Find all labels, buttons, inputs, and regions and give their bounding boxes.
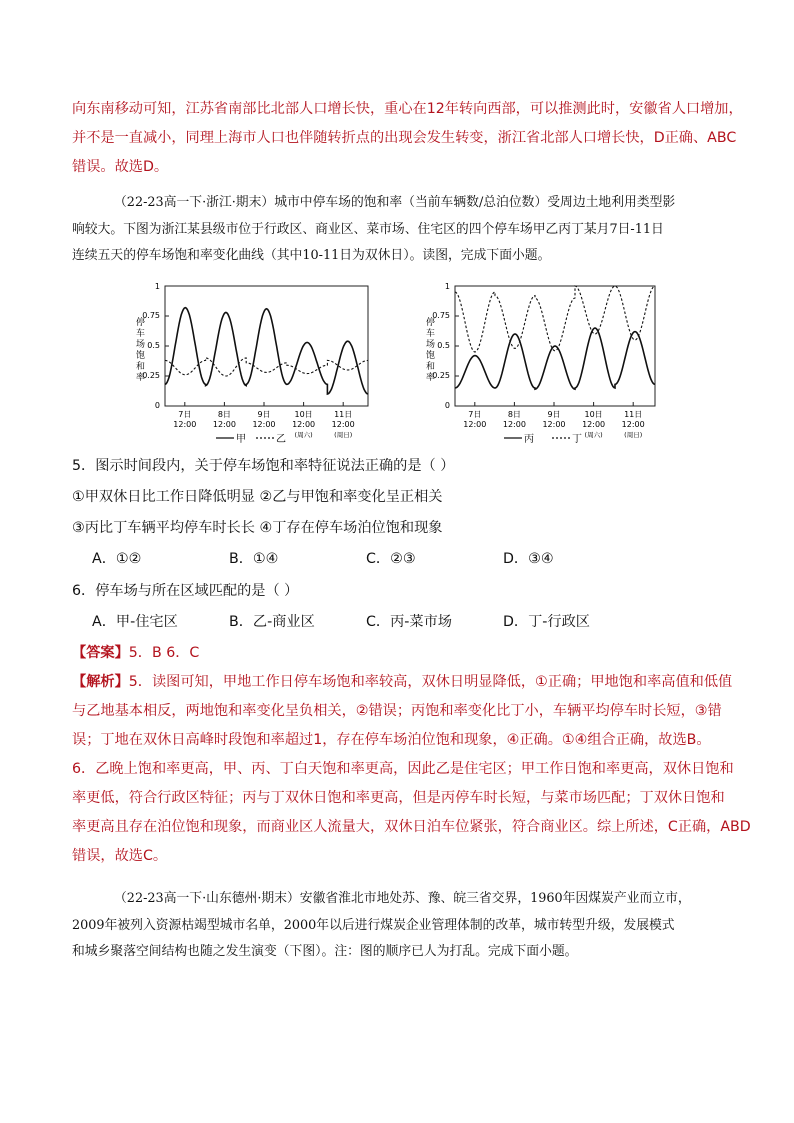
series-bing-line	[455, 328, 655, 389]
y-label-char-6: 率	[136, 373, 146, 383]
x-tick-labels	[173, 402, 354, 439]
x-tick-label: 12:00	[331, 420, 355, 429]
question-5-options	[92, 548, 640, 568]
option-c[interactable]: C．②③	[366, 551, 416, 567]
x-tick-label: 12:00	[502, 420, 526, 429]
y-tick-025: 0.25	[142, 371, 160, 380]
x-tick-label: 8日	[507, 410, 521, 419]
answer-label: 【答案】	[72, 645, 129, 661]
x-tick-label: 8日	[217, 410, 231, 419]
question-6-options	[92, 611, 640, 631]
legend-yi-label: 乙	[276, 434, 286, 445]
y-tick-05: 0.5	[437, 341, 450, 350]
answer-text: 5．B 6．C	[128, 645, 200, 661]
question-5-statements-1: ①甲双休日比工作日降低明显 ②乙与甲饱和率变化呈正相关	[72, 489, 443, 505]
y-label-char-2: 车	[136, 329, 146, 339]
x-tick-label: (周日)	[334, 431, 353, 439]
y-label-char-4: 饱	[136, 351, 146, 361]
y-tick-0: 0	[444, 401, 450, 410]
x-tick-labels	[463, 402, 644, 439]
text-line: 响较大。下图为浙江某县级市位于行政区、商业区、菜市场、住宅区的四个停车场甲乙丙丁某月7日-11日	[72, 221, 664, 237]
analysis-line: 率更低，符合行政区特征；丙与丁双休日饱和率更高，但是丙停车时长短，与菜市场匹配；丁双休日饱和	[72, 790, 725, 806]
x-tick-label: 12:00	[173, 420, 197, 429]
analysis-line: 【解析】5．读图可知，甲地工作日停车场饱和率较高，双休日明显降低，①正确；甲地饱和率高值和低值	[72, 674, 733, 690]
legend-bing-label: 丙	[524, 434, 534, 445]
previous-explanation	[72, 95, 743, 182]
analysis-block	[72, 668, 751, 871]
y-label-char-3: 场	[426, 340, 436, 350]
x-tick-label: 10日	[294, 410, 313, 419]
question-6-stem: 6．停车场与所在区域匹配的是（ ）	[72, 583, 299, 599]
option-c[interactable]: C．丙-菜市场	[366, 614, 452, 630]
y-label-char-5: 和	[426, 362, 436, 372]
y-tick-1: 1	[444, 282, 450, 291]
x-tick-label: (周日)	[624, 431, 643, 439]
y-tick-025: 0.25	[432, 371, 450, 380]
text-line: 和城乡聚落空间结构也随之发生演变（下图）。注：图的顺序已人为打乱。完成下面小题。	[72, 944, 578, 959]
analysis-line: 率更高且存在泊位饱和现象，而商业区人流量大，双休日泊车位紧张，符合商业区。综上所述，C正确，ABD	[72, 819, 751, 835]
x-tick-label: 10日	[584, 410, 603, 419]
legend	[504, 433, 582, 445]
parking-chart-jia-yi	[130, 280, 380, 450]
y-label-char-5: 和	[136, 362, 146, 372]
x-tick-label: (周六)	[294, 431, 313, 439]
y-label-char-1: 停	[136, 318, 146, 328]
legend-ding-label: 丁	[572, 434, 582, 445]
option-b[interactable]: B．乙-商业区	[229, 614, 315, 630]
text-line: 连续五天的停车场饱和率变化曲线（其中10-11日为双休日）。读图，完成下面小题。	[72, 248, 551, 263]
series-ding-line	[455, 286, 655, 352]
x-tick-label: 12:00	[621, 420, 645, 429]
y-label-char-4: 饱	[426, 351, 436, 361]
analysis-line: 错误，故选C。	[72, 848, 168, 864]
option-a[interactable]: A．①②	[92, 551, 142, 567]
text-line: 向东南移动可知，江苏省南部比北部人口增长快，重心在12年转向西部，可以推测此时，安徽省人口增加，	[72, 101, 743, 117]
option-b[interactable]: B．①④	[229, 551, 279, 567]
x-tick-label: 12:00	[582, 420, 606, 429]
analysis-line: 6．乙晚上饱和率更高，甲、丙、丁白天饱和率更高，因此乙是住宅区；甲工作日饱和率更高，双休日饱和	[72, 761, 734, 777]
y-tick-1: 1	[154, 282, 160, 291]
x-tick-label: 9日	[547, 410, 561, 419]
x-tick-label: 7日	[468, 410, 482, 419]
question-5-stem: 5．图示时间段内，关于停车场饱和率特征说法正确的是（ ）	[72, 458, 455, 474]
x-tick-label: 12:00	[463, 420, 487, 429]
y-label-char-1: 停	[426, 318, 436, 328]
y-tick-0: 0	[154, 401, 160, 410]
legend-jia-label: 甲	[236, 434, 246, 445]
analysis-line: 与乙地基本相反，两地饱和率变化呈负相关，②错误；丙饱和率变化比丁小，车辆平均停车时长短，③错	[72, 703, 722, 719]
question-passage	[72, 190, 724, 270]
option-a[interactable]: A．甲-住宅区	[92, 614, 178, 630]
x-tick-label: 12:00	[252, 420, 276, 429]
answer-line	[72, 642, 199, 662]
y-ticks	[165, 286, 169, 406]
y-label-char-3: 场	[136, 340, 146, 350]
x-tick-label: 12:00	[212, 420, 236, 429]
x-tick-label: 7日	[178, 410, 192, 419]
y-tick-05: 0.5	[147, 341, 160, 350]
text-line: （22-23高一下·山东德州·期末）安徽省淮北市地处苏、豫、皖三省交界，1960年因煤炭产业而立市，	[114, 891, 691, 906]
x-tick-label: 11日	[334, 410, 353, 419]
analysis-line: 误；丁地在双休日高峰时段饱和率超过1，存在停车场泊位饱和现象，④正确。①④组合正确，故选B。	[72, 732, 711, 748]
text-line: 2009年被列入资源枯竭型城市名单，2000年以后进行煤炭企业管理体制的改革，城市转型升级，发展模式	[72, 917, 675, 933]
analysis-label: 【解析】	[72, 674, 129, 690]
question-5-statements-2: ③丙比丁车辆平均停车时长长 ④丁存在停车场泊位饱和现象	[72, 520, 443, 536]
question-passage-2	[72, 886, 724, 966]
text-line: 并不是一直减小，同理上海市人口也伴随转折点的出现会发生转变，浙江省北部人口增长快，D正确、ABC	[72, 130, 737, 146]
x-tick-label: 9日	[257, 410, 271, 419]
y-label-char-2: 车	[426, 329, 436, 339]
y-tick-075: 0.75	[142, 311, 160, 320]
text-line: 错误。故选D。	[72, 159, 169, 175]
y-label-char-6: 率	[426, 373, 436, 383]
x-tick-label: 12:00	[292, 420, 316, 429]
option-d[interactable]: D．丁-行政区	[503, 614, 590, 630]
x-tick-label: 11日	[624, 410, 643, 419]
y-tick-075: 0.75	[432, 311, 450, 320]
x-tick-label: 12:00	[542, 420, 566, 429]
x-tick-label: (周六)	[584, 431, 603, 439]
text-line: （22-23高一下·浙江·期末）城市中停车场的饱和率（当前车辆数/总泊位数）受周边土地利用类型影	[114, 195, 676, 210]
legend	[216, 433, 286, 445]
series-jia-line	[165, 308, 368, 394]
parking-chart-bing-ding	[420, 280, 670, 450]
option-d[interactable]: D．③④	[503, 551, 554, 567]
